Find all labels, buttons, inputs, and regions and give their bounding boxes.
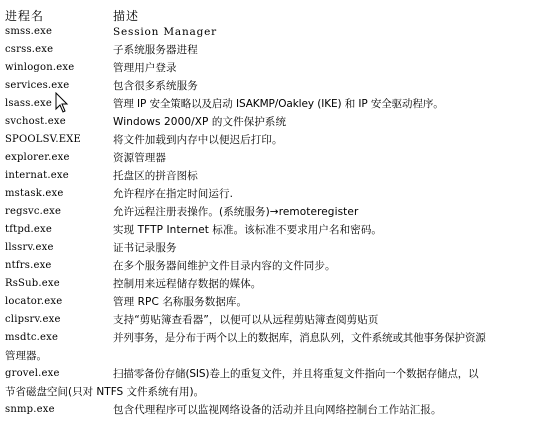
process-row <box>0 329 540 347</box>
process-description: 在多个服务器间维护文件目录内容的文件同步。 <box>113 260 336 272</box>
process-description: 将文件加载到内存中以便迟后打印。 <box>113 134 283 146</box>
process-name: locator.exe <box>5 296 63 307</box>
mouse-pointer-icon <box>55 92 69 114</box>
process-row <box>0 77 540 95</box>
process-name: regsvc.exe <box>5 206 62 217</box>
process-row <box>0 221 540 239</box>
process-row <box>0 95 540 113</box>
process-row <box>0 293 540 311</box>
process-name: msdtc.exe <box>5 332 59 343</box>
process-name: explorer.exe <box>5 152 70 163</box>
process-row <box>0 59 540 77</box>
column-header-process-name: 进程名 <box>5 9 45 23</box>
process-name: smss.exe <box>5 26 53 37</box>
column-header-description: 描述 <box>113 9 140 23</box>
process-description: 扫描零备份存储(SIS)卷上的重复文件，并且将重复文件指向一个数据存储点，以 <box>113 368 479 380</box>
process-description: 并列事务，是分布于两个以上的数据库，消息队列，文件系统或其他事务保护资源 <box>113 332 486 344</box>
process-row <box>0 257 540 275</box>
process-row <box>0 311 540 329</box>
process-description: 包含很多系统服务 <box>113 80 198 92</box>
process-description: 资源管理器 <box>113 152 166 164</box>
process-description: 控制用来远程储存数据的媒体。 <box>113 278 262 290</box>
process-name: lsass.exe <box>5 98 53 109</box>
process-name: mstask.exe <box>5 188 64 199</box>
process-description: 管理 RPC 名称服务数据库。 <box>113 296 248 308</box>
process-description: 证书记录服务 <box>113 242 177 254</box>
process-name: llssrv.exe <box>5 242 54 253</box>
process-name: ntfrs.exe <box>5 260 52 271</box>
process-row <box>0 401 540 419</box>
process-description: 允许程序在指定时间运行. <box>113 188 234 200</box>
process-row <box>0 23 540 41</box>
process-row <box>0 185 540 203</box>
process-description: Windows 2000/XP 的文件保护系统 <box>113 116 287 128</box>
process-name: tftpd.exe <box>5 224 52 235</box>
process-row <box>0 275 540 293</box>
process-row <box>0 239 540 257</box>
process-name: RsSub.exe <box>5 278 60 289</box>
process-description-continued: 节省磁盘空间(只对 NTFS 文件系统有用)。 <box>5 386 205 398</box>
process-description: Session Manager <box>113 26 217 38</box>
process-name: winlogon.exe <box>5 62 75 73</box>
process-name: clipsrv.exe <box>5 314 61 325</box>
process-row <box>0 203 540 221</box>
process-name: internat.exe <box>5 170 69 181</box>
process-description: 管理用户登录 <box>113 62 177 74</box>
process-name: services.exe <box>5 80 70 91</box>
process-description: 管理 IP 安全策略以及启动 ISAKMP/Oakley (IKE) 和 IP 安全驱动程序。 <box>113 98 444 110</box>
process-description: 包含代理程序可以监视网络设备的活动并且向网络控制台工作站汇报。 <box>113 404 442 416</box>
process-description: 实现 TFTP Internet 标准。该标准不要求用户名和密码。 <box>113 224 383 236</box>
process-name: svchost.exe <box>5 116 66 127</box>
process-description: 允许远程注册表操作。(系统服务)→remoteregister <box>113 206 359 218</box>
process-name: SPOOLSV.EXE <box>5 134 82 145</box>
process-row <box>0 41 540 59</box>
process-row <box>0 167 540 185</box>
process-row <box>0 365 540 383</box>
process-row <box>0 131 540 149</box>
process-name: grovel.exe <box>5 368 60 379</box>
process-description: 托盘区的拼音图标 <box>113 170 198 182</box>
process-description: 支持“剪贴簿查看器”，以便可以从远程剪贴簿查阅剪贴页 <box>113 314 379 326</box>
process-description: 子系统服务器进程 <box>113 44 198 56</box>
process-name: snmp.exe <box>5 404 55 415</box>
process-row <box>0 113 540 131</box>
process-row <box>0 149 540 167</box>
process-description-continued: 管理器。 <box>5 350 47 362</box>
process-name: csrss.exe <box>5 44 54 55</box>
